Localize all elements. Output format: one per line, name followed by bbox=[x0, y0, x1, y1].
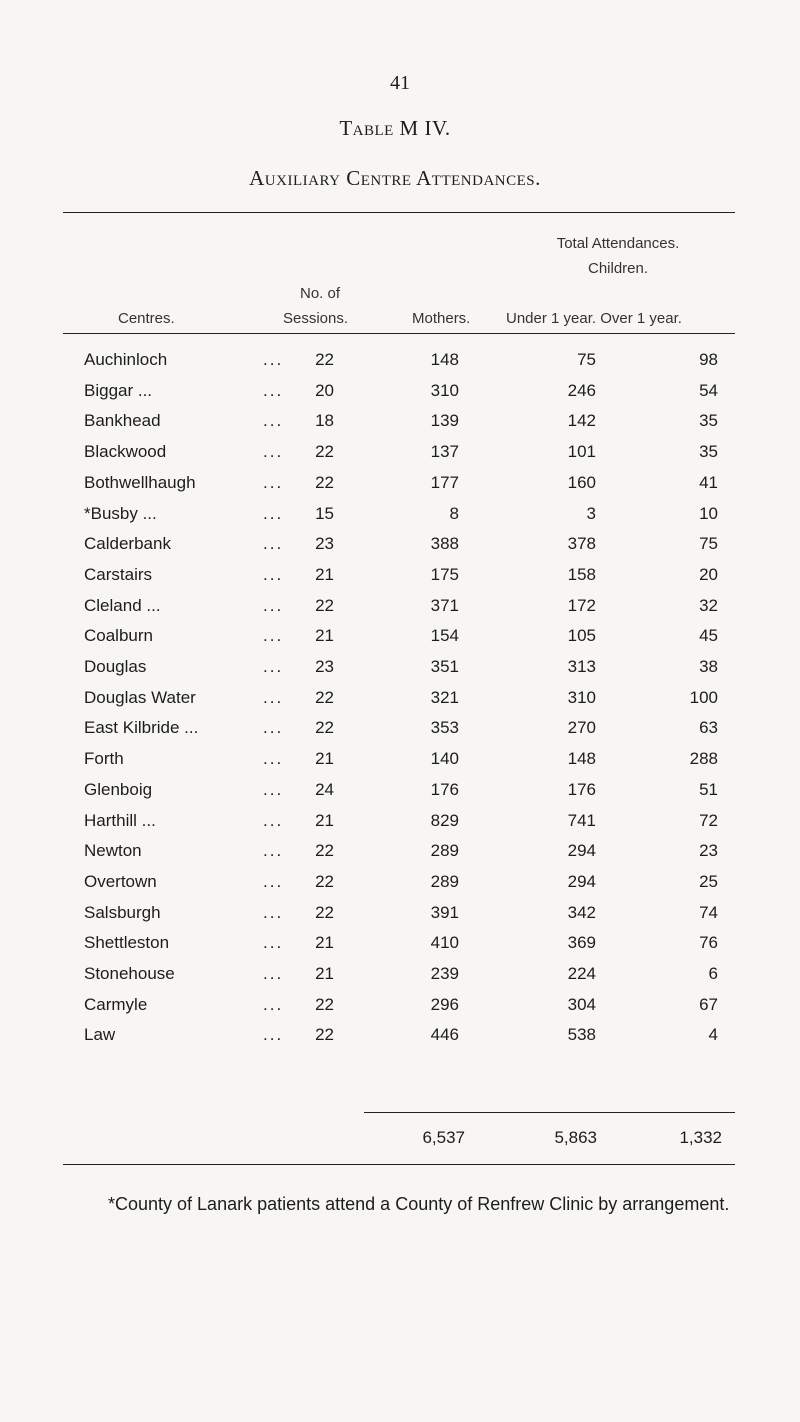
sessions-value: 22 bbox=[315, 472, 334, 492]
leader-dots: ... bbox=[263, 871, 284, 891]
over-1-year-value: 74 bbox=[699, 902, 718, 922]
over-1-year-value: 63 bbox=[699, 718, 718, 738]
leader-dots: ... bbox=[263, 503, 284, 523]
under-1-year-value: 304 bbox=[567, 994, 596, 1014]
under-1-year-value: 246 bbox=[567, 380, 596, 400]
centre-name: Biggar ... bbox=[84, 380, 153, 400]
footnote: *County of Lanark patients attend a County of Renfrew Clinic by arrangement. bbox=[108, 1194, 730, 1214]
over-1-year-value: 45 bbox=[699, 626, 718, 646]
mothers-value: 296 bbox=[430, 994, 459, 1014]
centre-name: Douglas bbox=[84, 657, 147, 676]
total-under-1-year: 5,863 bbox=[554, 1128, 597, 1147]
under-1-year-value: 224 bbox=[567, 964, 596, 983]
table-row bbox=[0, 594, 800, 624]
over-1-year-value: 23 bbox=[699, 841, 718, 861]
over-1-year-value: 75 bbox=[699, 534, 718, 554]
under-1-year-value: 148 bbox=[567, 749, 596, 769]
total-over-1-year: 1,332 bbox=[679, 1128, 722, 1147]
sessions-value: 21 bbox=[315, 964, 334, 983]
table-row bbox=[0, 870, 800, 900]
leader-dots: ... bbox=[263, 902, 284, 922]
leader-dots: ... bbox=[263, 534, 284, 554]
mothers-value: 176 bbox=[430, 779, 459, 799]
sessions-value: 21 bbox=[315, 564, 334, 584]
centre-name: Cleland ... bbox=[84, 595, 161, 615]
table-title: Table M IV. bbox=[339, 116, 451, 140]
centre-name: Carstairs bbox=[84, 564, 153, 584]
leader-dots: ... bbox=[263, 626, 284, 646]
leader-dots: ... bbox=[263, 749, 284, 769]
table-row bbox=[0, 778, 800, 808]
mothers-value: 410 bbox=[430, 933, 459, 953]
over-1-year-value: 98 bbox=[699, 350, 718, 369]
sessions-value: 22 bbox=[315, 718, 334, 738]
mothers-value: 289 bbox=[430, 871, 459, 891]
leader-dots: ... bbox=[263, 442, 284, 462]
sessions-value: 21 bbox=[315, 933, 334, 953]
sessions-value: 22 bbox=[315, 442, 334, 462]
table-row bbox=[0, 532, 800, 562]
table-row bbox=[0, 379, 800, 409]
mothers-value: 310 bbox=[430, 380, 459, 400]
sessions-value: 22 bbox=[315, 902, 334, 922]
table-bottom-rule bbox=[63, 1164, 735, 1165]
over-1-year-value: 288 bbox=[689, 749, 718, 769]
sessions-value: 24 bbox=[315, 779, 334, 799]
header-total-attendances: Total Attendances. bbox=[556, 235, 680, 252]
under-1-year-value: 538 bbox=[567, 1025, 596, 1045]
leader-dots: ... bbox=[263, 657, 284, 676]
under-1-year-value: 342 bbox=[567, 902, 596, 922]
over-1-year-value: 67 bbox=[699, 994, 718, 1014]
leader-dots: ... bbox=[263, 564, 284, 584]
sessions-value: 18 bbox=[315, 411, 334, 431]
mothers-value: 446 bbox=[430, 1025, 459, 1045]
header-children: Children. bbox=[587, 260, 649, 277]
over-1-year-value: 6 bbox=[708, 964, 718, 983]
table-row bbox=[0, 686, 800, 716]
leader-dots: ... bbox=[263, 1025, 284, 1045]
table-row bbox=[0, 716, 800, 746]
leader-dots: ... bbox=[263, 841, 284, 861]
under-1-year-value: 310 bbox=[567, 687, 596, 707]
totals-rule bbox=[364, 1112, 735, 1113]
table-row bbox=[0, 993, 800, 1023]
centre-name: *Busby ... bbox=[84, 503, 157, 523]
centre-name: Auchinloch bbox=[84, 350, 168, 369]
under-1-year-value: 142 bbox=[567, 411, 596, 431]
leader-dots: ... bbox=[263, 718, 284, 738]
over-1-year-value: 4 bbox=[708, 1025, 718, 1045]
over-1-year-value: 32 bbox=[699, 595, 718, 615]
leader-dots: ... bbox=[263, 350, 284, 369]
table-row bbox=[0, 471, 800, 501]
mothers-value: 321 bbox=[430, 687, 459, 707]
under-1-year-value: 369 bbox=[567, 933, 596, 953]
table-row bbox=[0, 901, 800, 931]
under-1-year-value: 3 bbox=[586, 503, 596, 523]
over-1-year-value: 35 bbox=[699, 411, 718, 431]
over-1-year-value: 51 bbox=[699, 779, 718, 799]
table-row bbox=[0, 931, 800, 961]
header-bottom-rule bbox=[63, 333, 735, 334]
centre-name: Calderbank bbox=[84, 534, 171, 554]
table-row bbox=[0, 655, 800, 685]
page-number: 41 bbox=[390, 72, 410, 94]
centre-name: Overtown bbox=[84, 871, 157, 891]
header-sessions: Sessions. bbox=[283, 310, 349, 327]
centre-name: Douglas Water bbox=[84, 687, 196, 707]
mothers-value: 177 bbox=[430, 472, 459, 492]
mothers-value: 175 bbox=[430, 564, 459, 584]
over-1-year-value: 76 bbox=[699, 933, 718, 953]
mothers-value: 829 bbox=[430, 810, 459, 830]
mothers-value: 148 bbox=[430, 350, 459, 369]
mothers-value: 351 bbox=[430, 657, 459, 676]
centre-name: Harthill ... bbox=[84, 810, 156, 830]
sessions-value: 20 bbox=[315, 380, 334, 400]
sessions-value: 22 bbox=[315, 1025, 334, 1045]
leader-dots: ... bbox=[263, 687, 284, 707]
table-row bbox=[0, 409, 800, 439]
centre-name: Bankhead bbox=[84, 411, 161, 431]
mothers-value: 388 bbox=[430, 534, 459, 554]
mothers-value: 140 bbox=[430, 749, 459, 769]
under-1-year-value: 176 bbox=[567, 779, 596, 799]
leader-dots: ... bbox=[263, 380, 284, 400]
sessions-value: 15 bbox=[315, 503, 334, 523]
sessions-value: 23 bbox=[315, 657, 334, 676]
centre-name: Newton bbox=[84, 841, 142, 861]
header-centres: Centres. bbox=[118, 310, 175, 327]
over-1-year-value: 25 bbox=[699, 871, 718, 891]
under-1-year-value: 294 bbox=[567, 871, 596, 891]
over-1-year-value: 41 bbox=[699, 472, 718, 492]
leader-dots: ... bbox=[263, 964, 284, 983]
sessions-value: 21 bbox=[315, 810, 334, 830]
under-1-year-value: 160 bbox=[567, 472, 596, 492]
sessions-value: 21 bbox=[315, 626, 334, 646]
sessions-value: 22 bbox=[315, 871, 334, 891]
centre-name: Carmyle bbox=[84, 994, 148, 1014]
mothers-value: 371 bbox=[430, 595, 459, 615]
mothers-value: 391 bbox=[430, 902, 459, 922]
table-row bbox=[0, 809, 800, 839]
under-1-year-value: 294 bbox=[567, 841, 596, 861]
header-under-over-year: Under 1 year. Over 1 year. bbox=[506, 310, 682, 327]
under-1-year-value: 75 bbox=[577, 350, 596, 369]
table-subtitle: Auxiliary Centre Attendances. bbox=[249, 166, 541, 190]
under-1-year-value: 378 bbox=[567, 534, 596, 554]
under-1-year-value: 101 bbox=[567, 442, 596, 462]
over-1-year-value: 100 bbox=[689, 687, 718, 707]
table-row bbox=[0, 440, 800, 470]
mothers-value: 154 bbox=[430, 626, 459, 646]
total-mothers: 6,537 bbox=[422, 1128, 465, 1147]
under-1-year-value: 158 bbox=[567, 564, 596, 584]
table-row bbox=[0, 1023, 800, 1053]
table-row bbox=[0, 962, 800, 992]
leader-dots: ... bbox=[263, 472, 284, 492]
centre-name: Law bbox=[84, 1025, 116, 1045]
under-1-year-value: 105 bbox=[567, 626, 596, 646]
sessions-value: 22 bbox=[315, 350, 334, 369]
centre-name: Glenboig bbox=[84, 779, 153, 799]
centre-name: East Kilbride ... bbox=[84, 718, 199, 738]
sessions-value: 23 bbox=[315, 534, 334, 554]
leader-dots: ... bbox=[263, 810, 284, 830]
centre-name: Bothwellhaugh bbox=[84, 472, 196, 492]
under-1-year-value: 270 bbox=[567, 718, 596, 738]
table-row bbox=[0, 839, 800, 869]
table-row bbox=[0, 502, 800, 532]
leader-dots: ... bbox=[263, 933, 284, 953]
mothers-value: 8 bbox=[449, 503, 459, 523]
sessions-value: 22 bbox=[315, 994, 334, 1014]
centre-name: Coalburn bbox=[84, 626, 153, 646]
leader-dots: ... bbox=[263, 595, 284, 615]
mothers-value: 289 bbox=[430, 841, 459, 861]
under-1-year-value: 741 bbox=[567, 810, 596, 830]
over-1-year-value: 35 bbox=[699, 442, 718, 462]
table-row bbox=[0, 747, 800, 777]
sessions-value: 22 bbox=[315, 595, 334, 615]
mothers-value: 139 bbox=[430, 411, 459, 431]
mothers-value: 239 bbox=[430, 964, 459, 983]
header-no-of: No. of bbox=[299, 285, 341, 302]
centre-name: Blackwood bbox=[84, 442, 167, 462]
over-1-year-value: 54 bbox=[699, 380, 718, 400]
leader-dots: ... bbox=[263, 411, 284, 431]
over-1-year-value: 10 bbox=[699, 503, 718, 523]
header-mothers: Mothers. bbox=[412, 310, 471, 327]
under-1-year-value: 172 bbox=[567, 595, 596, 615]
centre-name: Salsburgh bbox=[84, 902, 161, 922]
table-top-rule bbox=[63, 212, 735, 213]
over-1-year-value: 38 bbox=[699, 657, 718, 676]
table-row bbox=[0, 624, 800, 654]
mothers-value: 353 bbox=[430, 718, 459, 738]
leader-dots: ... bbox=[263, 779, 284, 799]
under-1-year-value: 313 bbox=[567, 657, 596, 676]
table-row bbox=[0, 563, 800, 593]
centre-name: Shettleston bbox=[84, 933, 170, 953]
over-1-year-value: 72 bbox=[699, 810, 718, 830]
table-row bbox=[0, 348, 800, 378]
over-1-year-value: 20 bbox=[699, 564, 718, 584]
sessions-value: 21 bbox=[315, 749, 334, 769]
leader-dots: ... bbox=[263, 994, 284, 1014]
mothers-value: 137 bbox=[430, 442, 459, 462]
centre-name: Stonehouse bbox=[84, 964, 175, 983]
sessions-value: 22 bbox=[315, 687, 334, 707]
centre-name: Forth bbox=[84, 749, 124, 769]
sessions-value: 22 bbox=[315, 841, 334, 861]
